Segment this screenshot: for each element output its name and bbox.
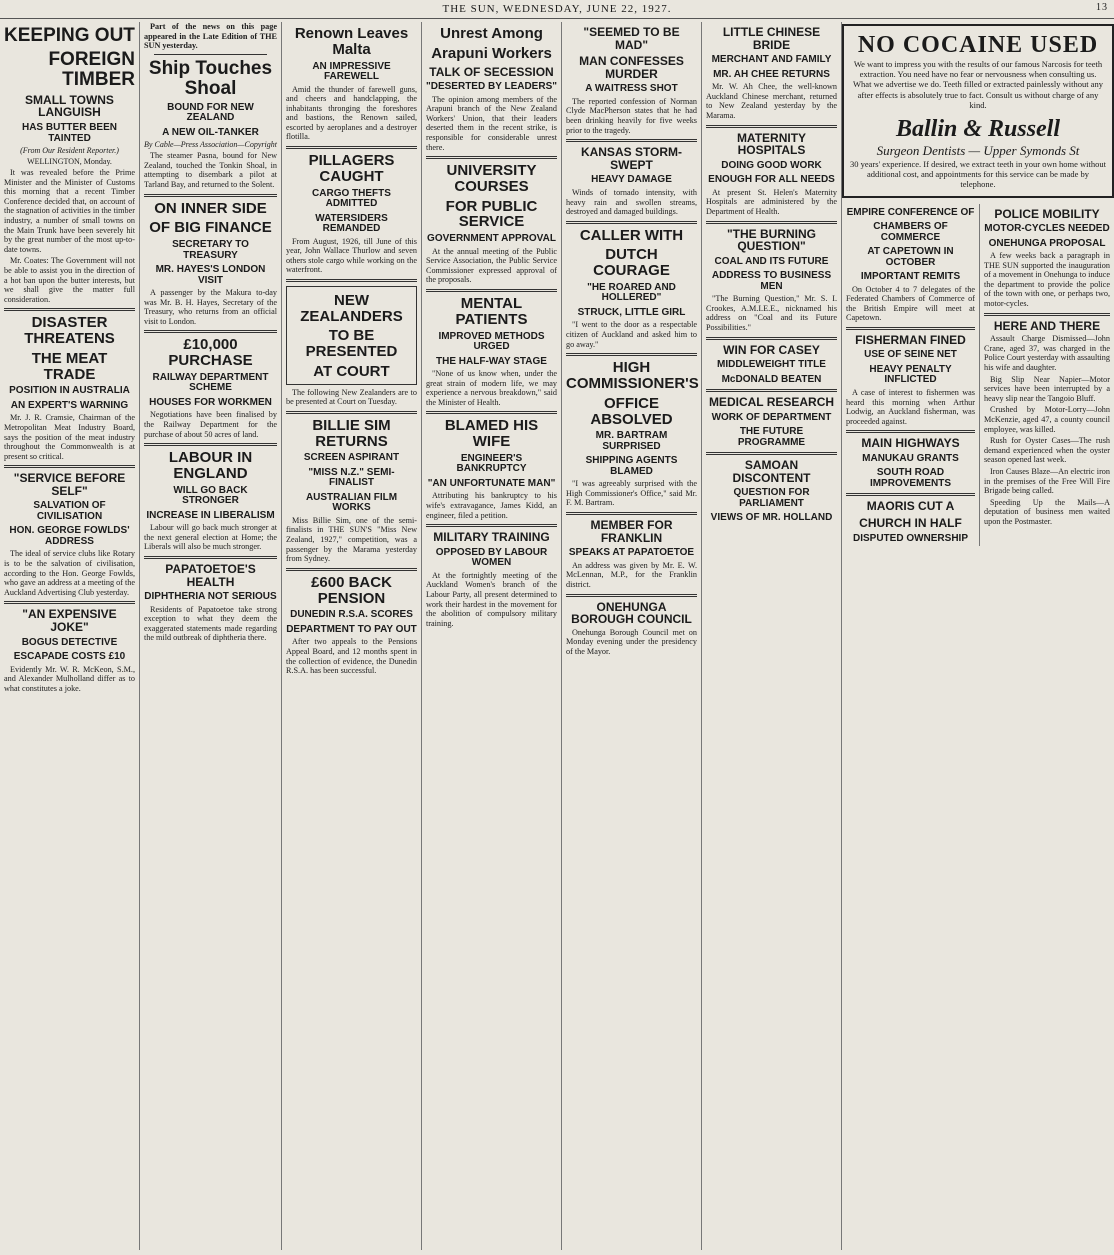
- article-text: After two appeals to the Pensions Appeal Board, and 12 months spent in the collection of evidence, the Dunedin R.S.A. has been successful.: [286, 637, 417, 676]
- article-text: A passenger by the Makura to-day was Mr. B. H. Hayes, Secretary of the Treasury, who returns from an official visit to London.: [144, 288, 277, 326]
- article-text: An address was given by Mr. E. W. McLennan, M.P., for the Franklin district.: [566, 560, 697, 589]
- brief: Speeding Up the Mails—A deputation of business men waited upon the Postmaster.: [984, 497, 1110, 526]
- subhead: MR. HAYES'S LONDON VISIT: [155, 264, 266, 286]
- headline: UNIVERSITY COURSES: [446, 162, 537, 195]
- subhead: AN EXPERT'S WARNING: [10, 399, 129, 411]
- headline: CHAMBERS OF COMMERCE: [873, 221, 948, 243]
- headline: PILLAGERS CAUGHT: [308, 152, 395, 185]
- headline: "THE BURNING QUESTION": [726, 226, 817, 254]
- headline: POLICE MOBILITY: [994, 206, 1100, 221]
- subhead: VIEWS OF MR. HOLLAND: [710, 512, 833, 524]
- headline: Unrest Among: [440, 25, 543, 42]
- headline: CALLER WITH: [579, 226, 684, 244]
- subhead: SMALL TOWNS LANGUISH: [25, 92, 114, 120]
- subhead: OPPOSED BY LABOUR WOMEN: [435, 546, 548, 569]
- column-7: [842, 204, 980, 547]
- article-text: A case of interest to fishermen was heard this morning when Arthur Lodwig, an Auckland fisherman, was proceeded against.: [846, 387, 975, 426]
- subhead: BOGUS DETECTIVE: [21, 636, 118, 648]
- subhead: COAL AND ITS FUTURE: [714, 255, 829, 267]
- subhead: INCREASE IN LIBERALISM: [146, 509, 275, 521]
- article-text: "The Burning Question," Mr. S. I. Crookes, A.M.I.E.E., nicknamed his address on "Coal and its Future Possibilities.": [706, 294, 837, 332]
- subhead: IMPROVED METHODS URGED: [438, 330, 545, 353]
- ad-text: We want to impress you with the results of our famous Narcosis for teeth extraction. You need have no fear or nervousness when consulting us. What we advertise we do. Teeth filled or extracted painlessly without any after effects is absolutely true to fact. Consult us without charge of any kind.: [853, 59, 1103, 110]
- article-text: The opinion among members of the Arapuni branch of the New Zealand Workers' Union, that their leaders deserted them in the recent strike, is responsible for considerable unrest there.: [426, 94, 557, 152]
- subhead: DEPARTMENT TO PAY OUT: [286, 623, 417, 635]
- page-number: 13: [1096, 2, 1108, 13]
- masthead-title: THE SUN, WEDNESDAY, JUNE 22, 1927.: [442, 3, 672, 15]
- subhead: USE OF SEINE NET: [864, 349, 957, 361]
- headline: HIGH COMMISSIONER'S: [566, 359, 699, 392]
- subhead: POSITION IN AUSTRALIA: [9, 385, 130, 397]
- columns-7-8: [842, 22, 1114, 1250]
- ad-subtitle: Surgeon Dentists — Upper Symonds St: [876, 142, 1080, 158]
- subhead: AUSTRALIAN FILM WORKS: [305, 491, 398, 514]
- brief: Big Slip Near Napier—Motor services have been interrupted by a heavy slip near the Tangoio Bluff.: [984, 374, 1110, 403]
- headline-keeping-out: KEEPING OUT: [4, 25, 135, 46]
- column-3: [282, 22, 422, 1250]
- headline: Renown Leaves Malta: [294, 25, 409, 58]
- article-text: Labour will go back much stronger at the next general election at Home; the Liberals will also be much stronger.: [144, 523, 277, 552]
- article-text: Amid the thunder of farewell guns, and cheers and handclapping, the inhabitants thronging the foreshores and bastions, the Renown sailed, escorted by aeroplanes and a destroyer flotilla.: [286, 84, 417, 142]
- article-text: "I went to the door as a respectable citizen of Auckland and asked him to go away.": [566, 320, 697, 349]
- headline: FOR PUBLIC SERVICE: [445, 197, 538, 231]
- subhead: HEAVY PENALTY INFLICTED: [869, 363, 952, 386]
- dateline: WELLINGTON, Monday.: [27, 157, 112, 166]
- article-text: It was revealed before the Prime Minister and the Minister of Customs this morning that a recent Timber Conference decided that, on account of the stagnation of activities in the timber industry, a number of small towns on the Main Trunk have been severely hit by the great number of the most up-to-date towns.: [4, 168, 135, 254]
- article-text: Onehunga Borough Council met on Monday evening under the presidency of the Mayor.: [566, 627, 697, 656]
- headline: ON INNER SIDE: [154, 199, 267, 217]
- headline: MENTAL PATIENTS: [455, 295, 528, 328]
- headline: £10,000 PURCHASE: [168, 336, 253, 370]
- headline: Arapuni Workers: [431, 44, 552, 62]
- ad-headline: NO COCAINE USED: [857, 32, 1099, 58]
- subhead: MIDDLEWEIGHT TITLE: [717, 359, 826, 371]
- article-text: "I was agreeably surprised with the High Commissioner's Office," said Mr. F. M. Bartram.: [566, 479, 697, 508]
- column-4: [422, 22, 562, 1250]
- headline: DUTCH COURAGE: [593, 246, 670, 280]
- article-text: Mr. J. R. Cramsie, Chairman of the Metropolitan Meat Industry Board, says the position of the meat industry throughout the Commonwealth is at present so critical.: [4, 413, 135, 461]
- subhead: QUESTION FOR PARLIAMENT: [733, 487, 810, 509]
- brief: Rush for Oyster Cases—The rush demand experienced when the oyster season opened last week.: [984, 436, 1110, 465]
- column-6: [702, 22, 842, 1250]
- article-text: Evidently Mr. W. R. McKeon, S.M., and Alexander Mulholland differ as to what constitutes a joke.: [4, 664, 135, 693]
- subhead: "DESERTED BY LEADERS": [426, 81, 557, 93]
- headline: MAORIS CUT A: [866, 499, 955, 514]
- column-8: [980, 204, 1114, 547]
- brief: Crushed by Motor-Lorry—John McKenzie, aged 47, a county council employee, was killed.: [984, 405, 1110, 434]
- subhead: MANUKAU GRANTS: [862, 452, 959, 464]
- article-text: The steamer Pasna, bound for New Zealand, touched the Tonkin Shoal, in attempting to disembark a pilot at Tarland Bay, and returned to the Solent.: [144, 151, 277, 189]
- subhead: TALK OF SECESSION: [429, 64, 554, 79]
- headline: WIN FOR CASEY: [723, 342, 820, 357]
- subhead: MOTOR-CYCLES NEEDED: [984, 223, 1110, 235]
- subhead: RAILWAY DEPARTMENT SCHEME: [152, 371, 269, 394]
- headline: "SEEMED TO BE MAD": [583, 25, 680, 52]
- subhead: WORK OF DEPARTMENT: [711, 411, 832, 423]
- headline: ONEHUNGA BOROUGH COUNCIL: [571, 599, 692, 627]
- headline: BILLIE SIM RETURNS: [312, 416, 391, 450]
- article-text: "None of us know when, under the great strain of modern life, we may experience a nervous breakdown," said the Minister of Health.: [426, 369, 557, 407]
- column-1: [0, 22, 140, 1250]
- headline: AT COURT: [313, 362, 390, 380]
- subhead: CARGO THEFTS ADMITTED: [312, 187, 391, 210]
- subhead: MAN CONFESSES MURDER: [579, 54, 684, 81]
- subhead: STRUCK, LITTLE GIRL: [577, 306, 686, 318]
- headline: MEMBER FOR FRANKLIN: [590, 518, 673, 545]
- column-2: [140, 22, 282, 1250]
- article-text: At the annual meeting of the Public Service Association, the Public Service Commissioner expressed approval of the proposals.: [426, 246, 557, 285]
- subhead: HEAVY DAMAGE: [591, 174, 672, 186]
- subhead: MR. AH CHEE RETURNS: [713, 68, 830, 80]
- headline: BLAMED HIS WIFE: [444, 417, 539, 451]
- subhead: A WAITRESS SHOT: [585, 83, 678, 95]
- boxed-headline: [286, 286, 417, 385]
- article-text: At present St. Helen's Maternity Hospitals are administered by the Department of Health.: [706, 187, 837, 216]
- headline: MEDICAL RESEARCH: [708, 395, 835, 410]
- headline: DISASTER THREATENS: [24, 314, 115, 348]
- subhead: "MISS N.Z." SEMI-FINALIST: [308, 466, 395, 489]
- headline: TO BE PRESENTED: [305, 327, 398, 361]
- subhead: DIPHTHERIA NOT SERIOUS: [144, 591, 277, 603]
- article-text: Mr. Coates: The Government will not be able to assist you in the direction of a hot ban upon the butter interests, but we shall give the matter full consideration.: [4, 256, 135, 304]
- article-text: Negotiations have been finalised by the Railway Department for the purchase of about 50 acres of land.: [144, 410, 277, 439]
- article-text: Winds of tornado intensity, with heavy rain and swollen streams, destroyed and damaged buildings.: [566, 187, 697, 217]
- headline: SAMOAN DISCONTENT: [732, 458, 811, 485]
- subhead: ADDRESS TO BUSINESS MEN: [711, 270, 832, 292]
- headline: Ship Touches Shoal: [148, 57, 273, 99]
- subhead: HON. GEORGE FOWLDS' ADDRESS: [9, 525, 130, 547]
- subhead: HOUSES FOR WORKMEN: [149, 396, 272, 408]
- headline: MILITARY TRAINING: [433, 530, 550, 545]
- headline: MATERNITY HOSPITALS: [736, 130, 807, 158]
- masthead: [0, 0, 1114, 19]
- article-text: Miss Billie Sim, one of the semi-finalists in THE SUN'S "Miss New Zealand, 1927," competition, was a passenger by the Marama yesterday from Sydney.: [286, 515, 417, 564]
- subhead: DISPUTED OWNERSHIP: [852, 532, 968, 544]
- headline: "AN EXPENSIVE JOKE": [22, 607, 117, 635]
- subhead: McDONALD BEATEN: [721, 373, 822, 385]
- subhead: WILL GO BACK STRONGER: [173, 484, 248, 507]
- subhead: IMPORTANT REMITS: [860, 271, 961, 282]
- subhead: DOING GOOD WORK: [721, 159, 822, 171]
- subhead: SHIPPING AGENTS BLAMED: [585, 455, 678, 477]
- notice: Part of the news on this page appeared in the Late Edition of THE SUN yesterday.: [144, 22, 277, 51]
- headline: OF BIG FINANCE: [149, 219, 272, 237]
- headline: £600 BACK PENSION: [311, 573, 392, 607]
- article-text: The following New Zealanders are to be presented at Court on Tuesday.: [286, 387, 417, 407]
- subhead: ONEHUNGA PROPOSAL: [988, 237, 1106, 249]
- headline: "SERVICE BEFORE SELF": [13, 471, 126, 498]
- subhead: SPEAKS AT PAPATOETOE: [568, 547, 695, 559]
- headline: FISHERMAN FINED: [855, 332, 966, 347]
- subhead: THE HALF-WAY STAGE: [436, 355, 547, 367]
- subhead: AN IMPRESSIVE FAREWELL: [312, 60, 391, 82]
- headline: MAIN HIGHWAYS: [861, 436, 960, 451]
- byline: By Cable—Press Association—Copyright: [144, 140, 277, 150]
- subhead: ESCAPADE COSTS £10: [13, 651, 126, 663]
- subhead: ENOUGH FOR ALL NEEDS: [708, 174, 835, 186]
- subhead: ENGINEER'S BANKRUPTCY: [456, 452, 527, 475]
- brief: Iron Causes Blaze—An electric iron in the premises of the Free Will Fire Brigade being called.: [984, 466, 1110, 496]
- subhead: GOVERNMENT APPROVAL: [427, 233, 556, 245]
- subhead: SOUTH ROAD IMPROVEMENTS: [869, 467, 952, 489]
- headline: THE MEAT TRADE: [31, 349, 108, 383]
- headline: OFFICE ABSOLVED: [590, 394, 673, 428]
- subhead: SALVATION OF CIVILISATION: [33, 500, 106, 522]
- headline: LABOUR IN ENGLAND: [168, 449, 253, 482]
- article-text: At the fortnightly meeting of the Auckland Women's branch of the Labour Party, all present determined to work their hardest in the movement for the abolition of compulsory military training.: [426, 570, 557, 628]
- headline-foreign-timber: FOREIGN TIMBER: [48, 48, 135, 90]
- subhead: HAS BUTTER BEEN TAINTED: [21, 122, 117, 144]
- headline: KANSAS STORM-SWEPT: [580, 145, 683, 172]
- article-text: From August, 1926, till June of this year, John Wallace Thurlow and seven others stole cargo while working on the waterfront.: [286, 236, 417, 275]
- ad-text: 30 years' experience. If desired, we extract teeth in your own home without additional cost, and appointments for this service can be made by telephone.: [850, 158, 1106, 190]
- subhead: "AN UNFORTUNATE MAN": [427, 477, 556, 489]
- subhead: SECRETARY TO TREASURY: [172, 239, 249, 261]
- article-text: On October 4 to 7 delegates of the Federated Chambers of Commerce of the British Empire will meet at Capetown.: [846, 284, 975, 323]
- headline: HERE AND THERE: [993, 318, 1101, 333]
- subhead: MERCHANT AND FAMILY: [711, 54, 832, 66]
- article-text: The reported confession of Norman Clyde MacPherson states that he had been drinking heavily for five weeks prior to the tragedy.: [566, 96, 697, 135]
- article-text: Mr. W. Ah Chee, the well-known Auckland Chinese merchant, returned to New Zealand yesterday by the Marama.: [706, 82, 837, 120]
- column-5: [562, 22, 702, 1250]
- ad-brand: Ballin & Russell: [895, 115, 1061, 142]
- article-text: The ideal of service clubs like Rotary is to be the salvation of civilisation, according to the Hon. George Fowlds, who gave an address at a meeting of the Auckland Advertising Club yesterday.: [4, 549, 135, 597]
- article-text: A few weeks back a paragraph in THE SUN supported the inauguration of a movement in Onehunga to induce the department to provide the police of the town with one, or perhaps two, motor-cycles.: [984, 251, 1110, 309]
- subhead: DUNEDIN R.S.A. SCORES: [290, 609, 413, 621]
- subhead: SCREEN ASPIRANT: [303, 452, 400, 464]
- article-text: Residents of Papatoetoe take strong exception to what they deem the exaggerated statements made regarding the mild outbreak of diphtheria there.: [144, 604, 277, 643]
- subhead: AT CAPETOWN IN OCTOBER: [867, 246, 954, 268]
- headline: PAPATOETOE'S HEALTH: [165, 561, 256, 589]
- subhead: A NEW OIL-TANKER: [162, 126, 259, 138]
- headline: CHURCH IN HALF: [859, 516, 962, 531]
- headline: LITTLE CHINESE BRIDE: [722, 25, 821, 52]
- subhead: THE FUTURE PROGRAMME: [737, 426, 806, 448]
- subhead: WATERSIDERS REMANDED: [315, 212, 388, 235]
- subhead: MR. BARTRAM SURPRISED: [595, 430, 668, 452]
- brief: Assault Charge Dismissed—John Crane, aged 37, was charged in the Police Court yesterday with assaulting his wife and daughter.: [984, 334, 1110, 373]
- byline: (From Our Resident Reporter.): [20, 146, 119, 155]
- subhead: "HE ROARED AND HOLLERED": [587, 281, 676, 304]
- dentist-advertisement: [842, 24, 1114, 198]
- headline: NEW ZEALANDERS: [300, 291, 403, 325]
- subhead: BOUND FOR NEW ZEALAND: [167, 101, 254, 124]
- article-text: Attributing his bankruptcy to his wife's extravagance, James Kidd, an engineer, filed a petition.: [426, 491, 557, 520]
- headline: EMPIRE CONFERENCE OF: [846, 206, 975, 218]
